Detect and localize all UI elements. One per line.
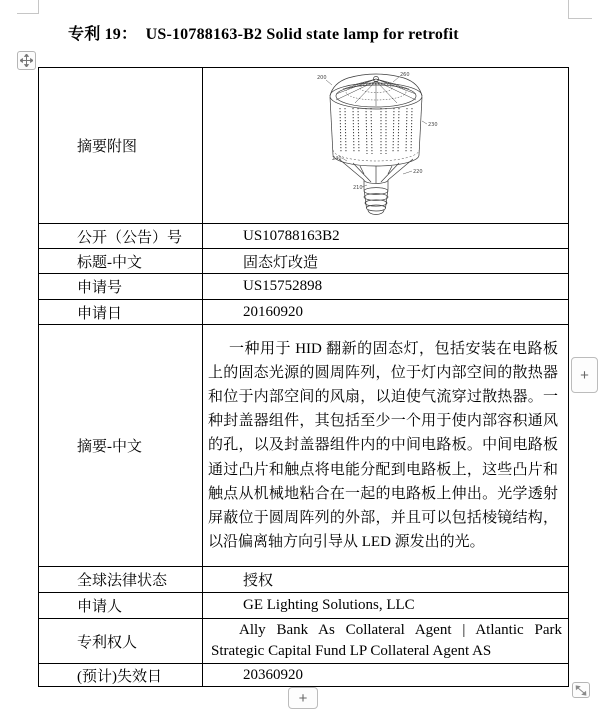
row-label[interactable]: 摘要附图 — [39, 68, 203, 224]
text-boundary-mark-top-left — [17, 13, 39, 14]
plus-icon: + — [580, 366, 589, 384]
table-row — [39, 249, 569, 274]
patent-figure-image[interactable] — [315, 70, 441, 223]
figure-ref-label: 200 — [317, 75, 327, 81]
row-value[interactable]: 20160920 — [203, 300, 569, 325]
plus-icon: + — [298, 689, 308, 707]
row-label[interactable]: 专利权人 — [39, 619, 203, 664]
row-value[interactable]: US10788163B2 — [203, 224, 569, 249]
page-title[interactable]: 专利 19： US-10788163-B2 Solid state lamp for retrofit — [68, 26, 459, 43]
table-row — [39, 593, 569, 619]
row-label[interactable]: 摘要-中文 — [39, 325, 203, 567]
row-value[interactable]: 20360920 — [203, 664, 569, 687]
row-label[interactable]: 申请号 — [39, 274, 203, 300]
row-value[interactable]: GE Lighting Solutions, LLC — [203, 593, 569, 619]
figure-ref-label: 260 — [400, 72, 410, 78]
text-boundary-mark-top-right — [568, 18, 592, 19]
text-boundary-mark-top-right — [568, 0, 569, 19]
row-label[interactable]: 标题-中文 — [39, 249, 203, 274]
figure-ref-label: 220 — [413, 169, 423, 175]
diagonal-resize-icon — [575, 685, 587, 696]
row-label[interactable]: 申请日 — [39, 300, 203, 325]
row-value[interactable]: US15752898 — [203, 274, 569, 300]
table-row — [39, 300, 569, 325]
row-value[interactable]: 一种用于 HID 翻新的固态灯，包括安装在电路板上的固态光源的圆周阵列，位于灯内部空间的散热器和位于内部空间的风扇，以迫使气流穿过散热器。一种封盖器组件，其包括至少一个用于使内部容积通风的孔，以及封盖器组件内的中间电路板。中间电路板通过凸片和触点将电能分配到电路板上，这些凸片和触点从机械地粘合在一起的电路板上伸出。光学透射屏蔽位于圆周阵列的外部，并且可以包括棱镜结构，以沿偏离轴方向引导从 LED 源发出的光。 — [203, 325, 569, 567]
add-column-button[interactable] — [571, 357, 598, 393]
table-row — [39, 619, 569, 664]
patent-info-table — [38, 67, 569, 687]
text-boundary-mark-top-left — [38, 0, 39, 14]
figure-ref-label: 230 — [428, 122, 438, 128]
table-row — [39, 224, 569, 249]
table-row — [39, 567, 569, 593]
table-row — [39, 664, 569, 687]
table-resize-handle[interactable] — [572, 682, 590, 698]
table-row — [39, 325, 569, 567]
row-label[interactable]: 申请人 — [39, 593, 203, 619]
figure-ref-label: 240 — [332, 156, 342, 162]
row-label[interactable]: (预计)失效日 — [39, 664, 203, 687]
row-value[interactable]: 授权 — [203, 567, 569, 593]
row-value[interactable]: Ally Bank As Collateral Agent | Atlantic Park Strategic Capital Fund LP Collateral Agent AS — [203, 619, 569, 664]
move-arrows-icon — [20, 54, 33, 67]
add-row-button[interactable] — [288, 687, 318, 709]
row-value[interactable]: 固态灯改造 — [203, 249, 569, 274]
table-move-handle[interactable] — [17, 51, 36, 70]
table-row — [39, 274, 569, 300]
row-label[interactable]: 全球法律状态 — [39, 567, 203, 593]
row-label[interactable]: 公开（公告）号 — [39, 224, 203, 249]
figure-ref-label: 210 — [353, 185, 363, 191]
table-row — [39, 68, 569, 224]
row-value[interactable] — [203, 68, 569, 224]
